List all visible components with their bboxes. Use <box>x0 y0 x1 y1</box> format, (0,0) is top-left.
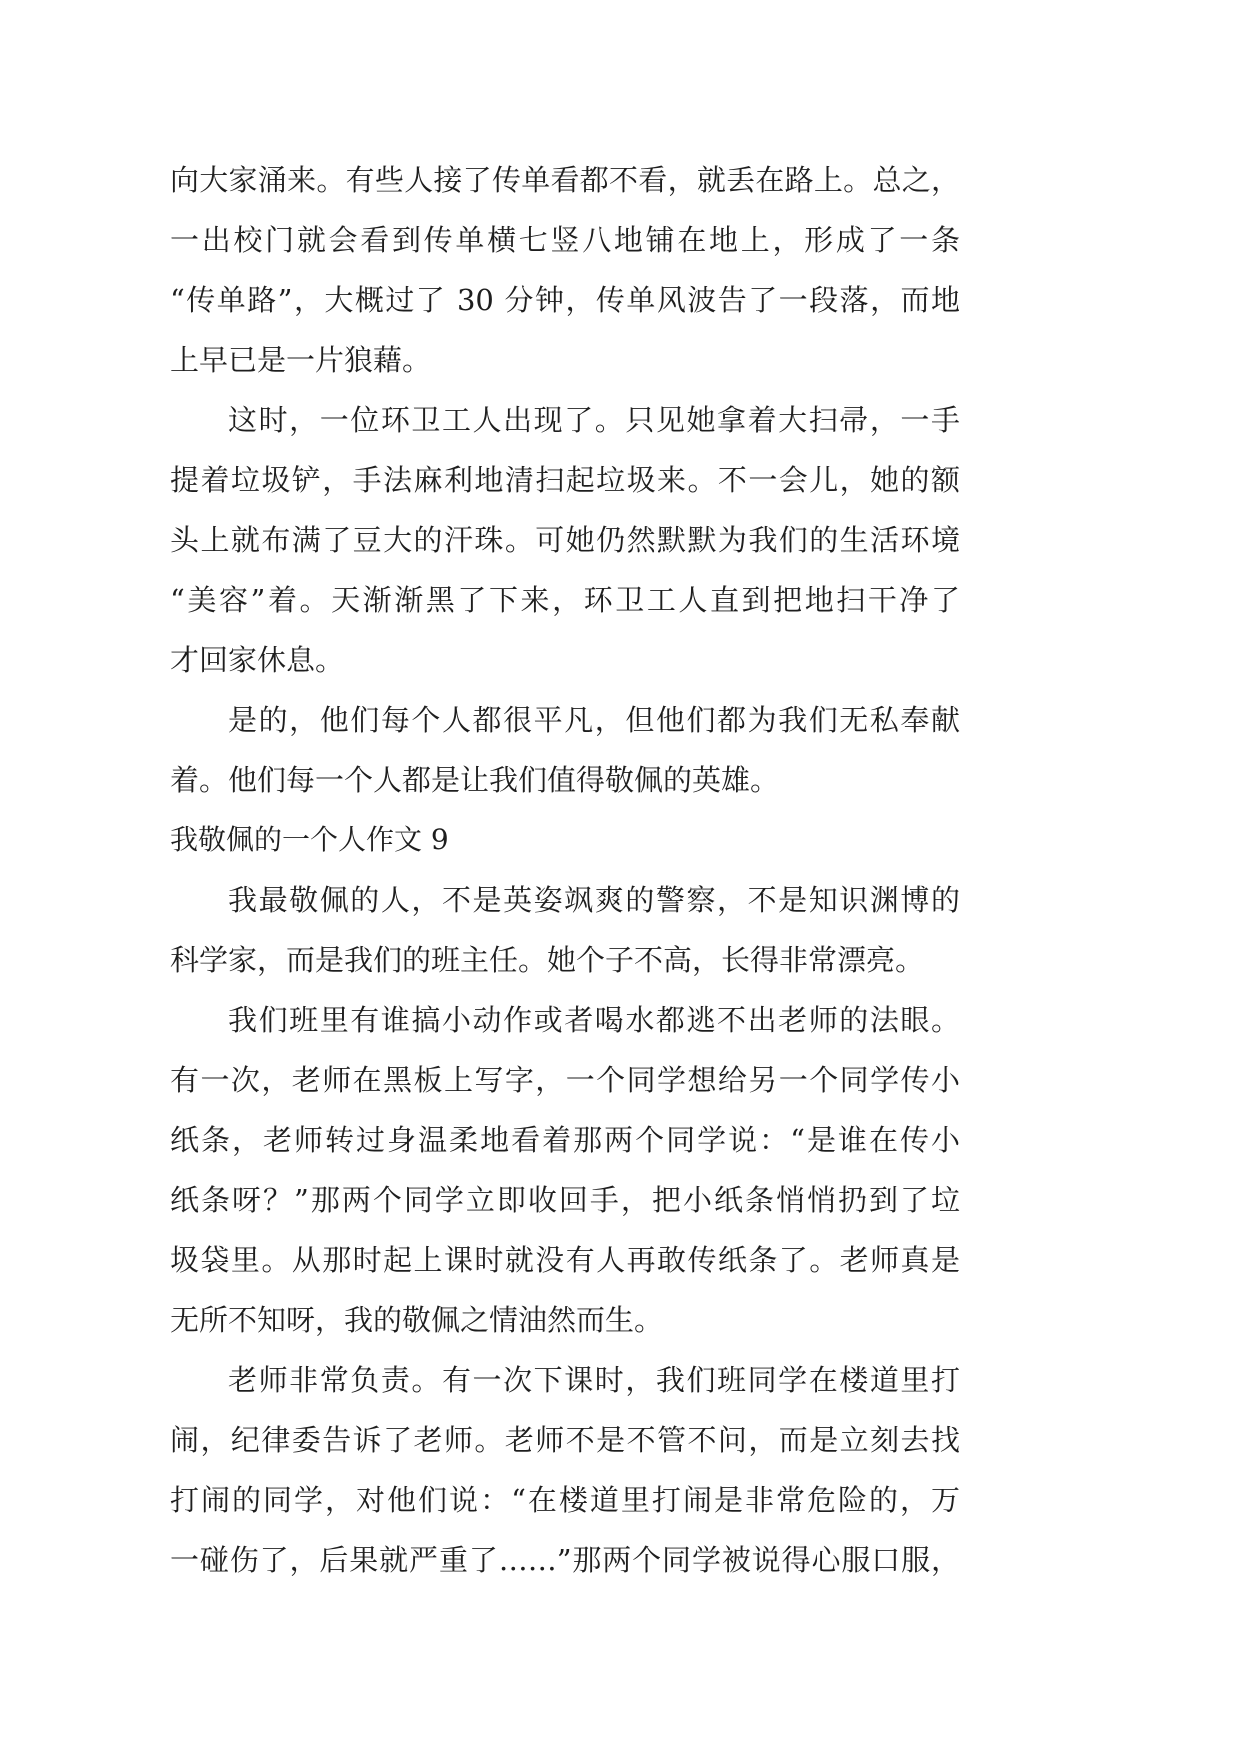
text-line: 头上就布满了豆大的汗珠。可她仍然默默为我们的生活环境 <box>170 523 960 557</box>
text-line: “传单路”，大概过了 30 分钟，传单风波告了一段落，而地 <box>170 283 960 317</box>
text-line: 我们班里有谁搞小动作或者喝水都逃不出老师的法眼。 <box>228 1003 960 1037</box>
text-line: “美容”着。天渐渐黑了下来，环卫工人直到把地扫干净了 <box>170 583 960 617</box>
text-line: 打闹的同学，对他们说：“在楼道里打闹是非常危险的，万 <box>170 1483 960 1517</box>
text-line: 上早已是一片狼藉。 <box>170 343 432 377</box>
paragraph <box>170 1350 960 1590</box>
text-line: 纸条，老师转过身温柔地看着那两个同学说：“是谁在传小 <box>170 1123 960 1157</box>
text-line: 有一次，老师在黑板上写字，一个同学想给另一个同学传小 <box>170 1063 960 1097</box>
text-line: 纸条呀？”那两个同学立即收回手，把小纸条悄悄扔到了垃 <box>170 1183 960 1217</box>
text-line: 我最敬佩的人，不是英姿飒爽的警察，不是知识渊博的 <box>228 883 960 917</box>
text-line: 闹，纪律委告诉了老师。老师不是不管不问，而是立刻去找 <box>170 1423 960 1457</box>
text-line: 提着垃圾铲，手法麻利地清扫起垃圾来。不一会儿，她的额 <box>170 463 960 497</box>
section-heading <box>170 810 960 870</box>
text-line: 一碰伤了，后果就严重了……”那两个同学被说得心服口服， <box>170 1543 960 1577</box>
text-line: 是的，他们每个人都很平凡，但他们都为我们无私奉献 <box>228 703 960 737</box>
paragraph <box>170 870 960 990</box>
text-line: 一出校门就会看到传单横七竖八地铺在地上，形成了一条 <box>170 223 960 257</box>
text-line: 着。他们每一个人都是让我们值得敬佩的英雄。 <box>170 763 780 797</box>
document-body <box>170 150 960 1590</box>
text-line: 向大家涌来。有些人接了传单看都不看，就丢在路上。总之， <box>170 163 960 197</box>
heading-text: 我敬佩的一个人作文 9 <box>170 823 449 856</box>
text-line: 这时，一位环卫工人出现了。只见她拿着大扫帚，一手 <box>228 403 960 437</box>
paragraph <box>170 150 960 390</box>
paragraph <box>170 390 960 690</box>
text-line: 科学家，而是我们的班主任。她个子不高，长得非常漂亮。 <box>170 943 925 977</box>
text-line: 无所不知呀，我的敬佩之情油然而生。 <box>170 1303 664 1337</box>
paragraph <box>170 690 960 810</box>
text-line: 老师非常负责。有一次下课时，我们班同学在楼道里打 <box>228 1363 960 1397</box>
text-line: 圾袋里。从那时起上课时就没有人再敢传纸条了。老师真是 <box>170 1243 960 1277</box>
text-line: 才回家休息。 <box>170 643 345 677</box>
paragraph <box>170 990 960 1350</box>
